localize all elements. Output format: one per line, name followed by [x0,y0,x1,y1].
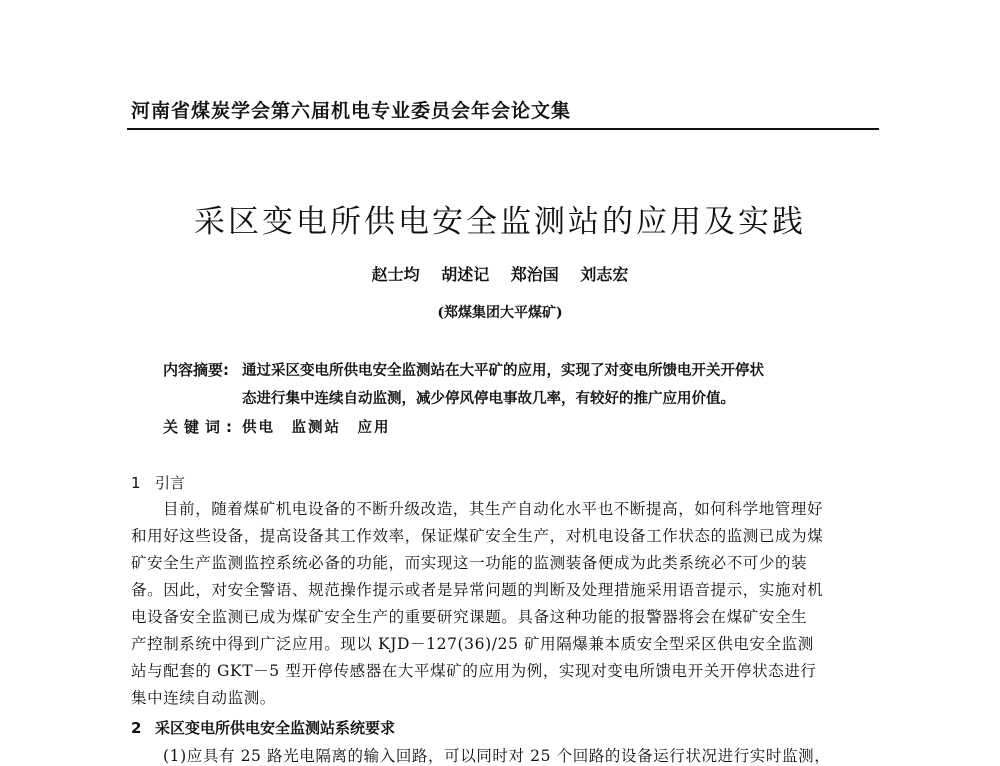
abstract-label: 内容摘要: [163,361,229,379]
author-name: 胡述记 [441,265,490,284]
body-line: 和用好这些设备，提高设备其工作效率，保证煤矿安全生产，对机电设备工作状态的监测已成为煤 [131,527,824,545]
author-name: 赵士均 [371,265,420,284]
section-number: 2 [131,719,142,737]
header-rule [127,128,879,130]
keywords-text: 供电 监测站 应用 [242,419,391,436]
section-title: 采区变电所供电安全监测站系统要求 [155,719,396,737]
body-line: 目前，随着煤矿机电设备的不断升级改造，其生产自动化水平也不断提高，如何科学地管理好 [163,500,824,518]
author-name: 郑治国 [510,265,559,284]
body-line: 电设备安全监测已成为煤矿安全生产的重要研究课题。具备这种功能的报警器将会在煤矿安全生 [131,608,808,626]
keywords-label: 关键词: [163,418,238,436]
body-line: 矿安全生产监测监控系统必备的功能，而实现这一功能的监测装备便成为此类系统必不可少的装 [131,554,808,572]
running-head: 河南省煤炭学会第六届机电专业委员会年会论文集 [131,100,572,122]
section-number: 1 [131,474,141,492]
body-line: 站与配套的 GKT－5 型开停传感器在大平煤矿的应用为例，实现对变电所馈电开关开停状态进行 [131,662,817,680]
section-heading [131,717,395,738]
body-line: 集中连续自动监测。 [131,689,276,707]
section-heading [131,472,185,493]
body-line: 产控制系统中得到广泛应用。现以 KJD－127(36)/25 矿用隔爆兼本质安全型采区供电安全监测 [131,635,814,653]
abstract-line: 通过采区变电所供电安全监测站在大平矿的应用，实现了对变电所馈电开关开停状 [242,362,764,379]
abstract-line: 态进行集中连续自动监测，减少停风停电事故几率，有较好的推广应用价值。 [242,390,735,407]
body-line: (1)应具有 25 路光电隔离的输入回路，可以同时对 25 个回路的设备运行状况进行实时监测， [163,747,831,765]
affiliation: (郑煤集团大平煤矿) [437,305,563,321]
author-list [0,262,1000,285]
paper-title: 采区变电所供电安全监测站的应用及实践 [194,204,806,240]
body-line: 备。因此，对安全警语、规范操作提示或者是异常问题的判断及处理措施采用语音提示，实施对机 [131,581,824,599]
section-title: 引言 [155,474,186,492]
author-name: 刘志宏 [580,265,629,284]
